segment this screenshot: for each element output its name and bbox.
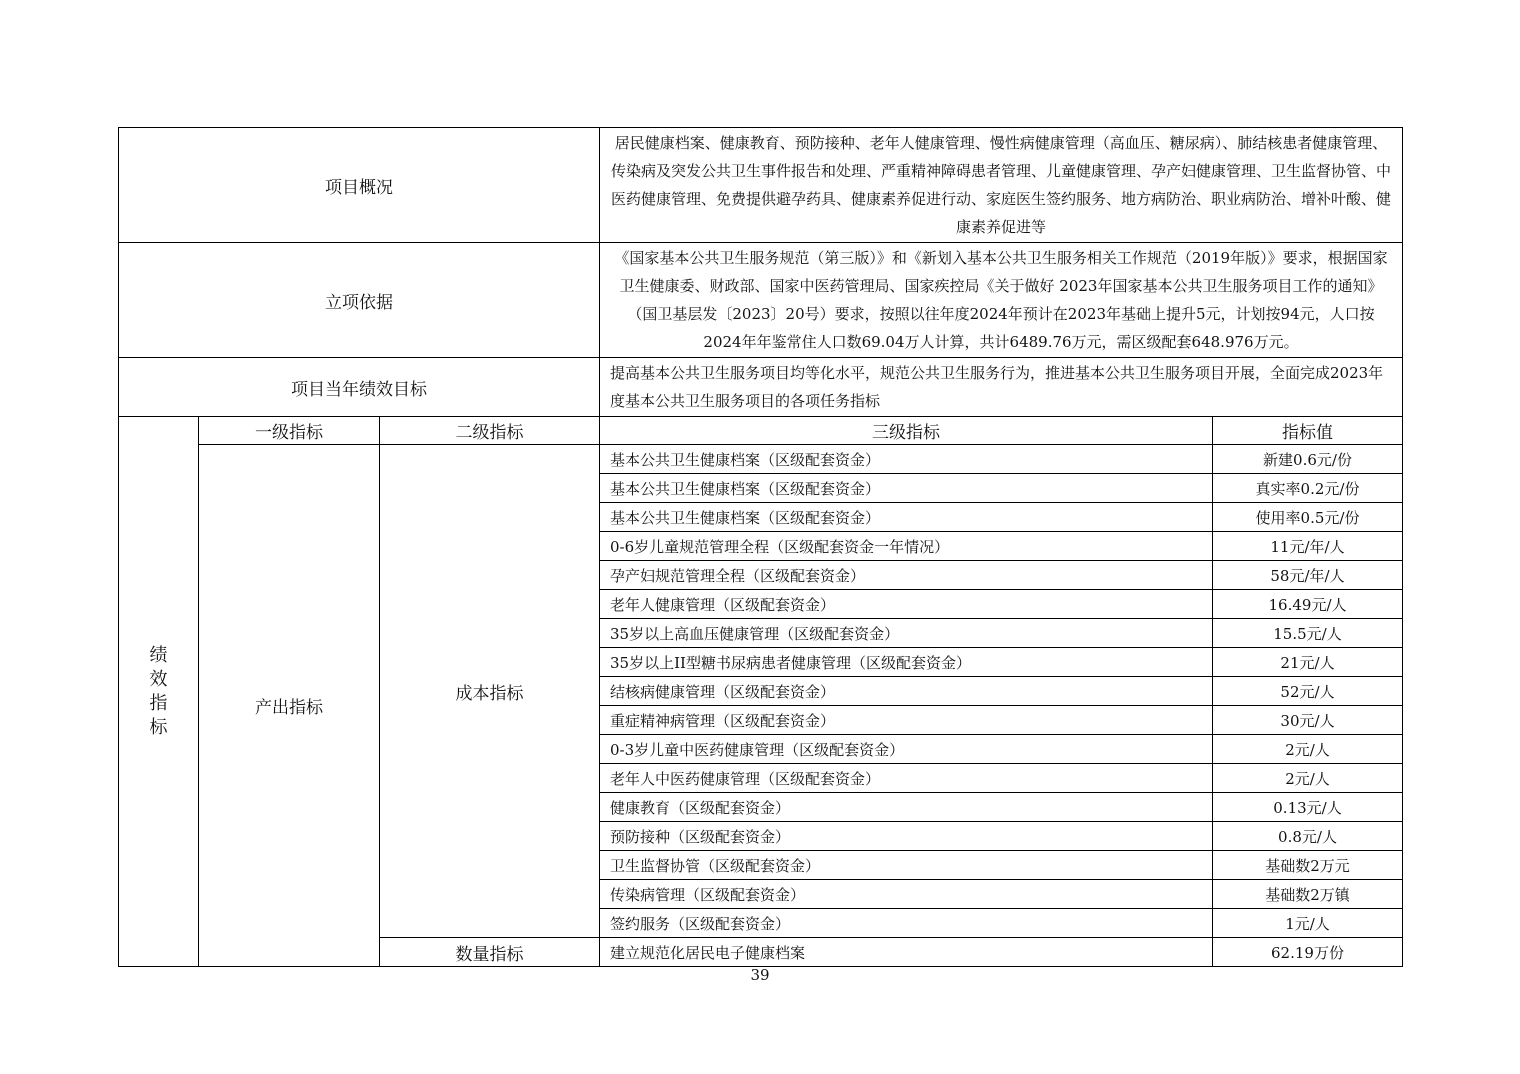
indicator-name: 老年人中医药健康管理（区级配套资金） [600, 764, 1213, 793]
overview-row [119, 128, 1403, 243]
side-char: 效 [149, 668, 168, 690]
overview-text: 居民健康档案、健康教育、预防接种、老年人健康管理、慢性病健康管理（高血压、糖尿病）、肺结核患者健康管理、传染病及突发公共卫生事件报告和处理、严重精神障碍患者管理、儿童健康管理、孕产妇健康管理、卫生监督协管、中医药健康管理、免费提供避孕药具、健康素养促进行动、家庭医生签约服务、地方病防治、职业病防治、增补叶酸、健康素养促进等 [600, 128, 1403, 243]
indicator-value: 62.19万份 [1213, 938, 1403, 967]
header-row [119, 417, 1403, 445]
indicator-name: 基本公共卫生健康档案（区级配套资金） [600, 445, 1213, 474]
indicator-name: 结核病健康管理（区级配套资金） [600, 677, 1213, 706]
goal-row [119, 358, 1403, 417]
overview-label: 项目概况 [119, 128, 600, 243]
level2-cost-indicator: 成本指标 [380, 445, 600, 938]
indicator-name: 健康教育（区级配套资金） [600, 793, 1213, 822]
page-number: 39 [750, 966, 770, 984]
indicator-name: 传染病管理（区级配套资金） [600, 880, 1213, 909]
indicator-value: 使用率0.5元/份 [1213, 503, 1403, 532]
indicator-value: 15.5元/人 [1213, 619, 1403, 648]
indicator-name: 老年人健康管理（区级配套资金） [600, 590, 1213, 619]
header-level1: 一级指标 [199, 417, 380, 445]
indicator-name: 35岁以上高血压健康管理（区级配套资金） [600, 619, 1213, 648]
side-char: 指 [149, 692, 168, 714]
indicator-value: 16.49元/人 [1213, 590, 1403, 619]
indicator-value: 新建0.6元/份 [1213, 445, 1403, 474]
indicator-name: 签约服务（区级配套资金） [600, 909, 1213, 938]
indicator-value: 0.8元/人 [1213, 822, 1403, 851]
indicator-name: 0-3岁儿童中医药健康管理（区级配套资金） [600, 735, 1213, 764]
level2-quantity-indicator: 数量指标 [380, 938, 600, 967]
indicator-value: 真实率0.2元/份 [1213, 474, 1403, 503]
indicator-value: 2元/人 [1213, 764, 1403, 793]
table-row [119, 445, 1403, 474]
indicator-value: 58元/年/人 [1213, 561, 1403, 590]
indicator-name: 建立规范化居民电子健康档案 [600, 938, 1213, 967]
indicator-name: 重症精神病管理（区级配套资金） [600, 706, 1213, 735]
basis-label: 立项依据 [119, 243, 600, 358]
indicator-value: 11元/年/人 [1213, 532, 1403, 561]
indicator-value: 52元/人 [1213, 677, 1403, 706]
goal-text: 提高基本公共卫生服务项目均等化水平，规范公共卫生服务行为，推进基本公共卫生服务项目开展，全面完成2023年度基本公共卫生服务项目的各项任务指标 [600, 358, 1403, 417]
indicator-value: 基础数2万镇 [1213, 880, 1403, 909]
indicator-value: 0.13元/人 [1213, 793, 1403, 822]
header-level2: 二级指标 [380, 417, 600, 445]
performance-indicator-label [119, 417, 199, 967]
performance-table [118, 127, 1403, 967]
indicator-name: 卫生监督协管（区级配套资金） [600, 851, 1213, 880]
indicator-value: 30元/人 [1213, 706, 1403, 735]
indicator-value: 基础数2万元 [1213, 851, 1403, 880]
indicator-name: 基本公共卫生健康档案（区级配套资金） [600, 474, 1213, 503]
header-value: 指标值 [1213, 417, 1403, 445]
basis-row [119, 243, 1403, 358]
basis-text: 《国家基本公共卫生服务规范（第三版）》和《新划入基本公共卫生服务相关工作规范（2019年版）》要求，根据国家卫生健康委、财政部、国家中医药管理局、国家疾控局《关于做好 2023年国家基本公共卫生服务项目工作的通知》（国卫基层发〔2023〕20号）要求，按照以往年度2024年预计在2023年基础上提升5元，计划按94元，人口按2024年年鉴常住人口数69.04万人计算，共计6489.76万元，需区级配套648.976万元。 [600, 243, 1403, 358]
side-char: 标 [149, 716, 168, 738]
level1-output-indicator: 产出指标 [199, 445, 380, 967]
indicator-name: 35岁以上II型糖书尿病患者健康管理（区级配套资金） [600, 648, 1213, 677]
indicator-value: 21元/人 [1213, 648, 1403, 677]
indicator-name: 孕产妇规范管理全程（区级配套资金） [600, 561, 1213, 590]
header-level3: 三级指标 [600, 417, 1213, 445]
goal-label: 项目当年绩效目标 [119, 358, 600, 417]
indicator-value: 2元/人 [1213, 735, 1403, 764]
indicator-value: 1元/人 [1213, 909, 1403, 938]
indicator-name: 预防接种（区级配套资金） [600, 822, 1213, 851]
indicator-name: 基本公共卫生健康档案（区级配套资金） [600, 503, 1213, 532]
side-char: 绩 [149, 644, 168, 666]
indicator-name: 0-6岁儿童规范管理全程（区级配套资金一年情况） [600, 532, 1213, 561]
